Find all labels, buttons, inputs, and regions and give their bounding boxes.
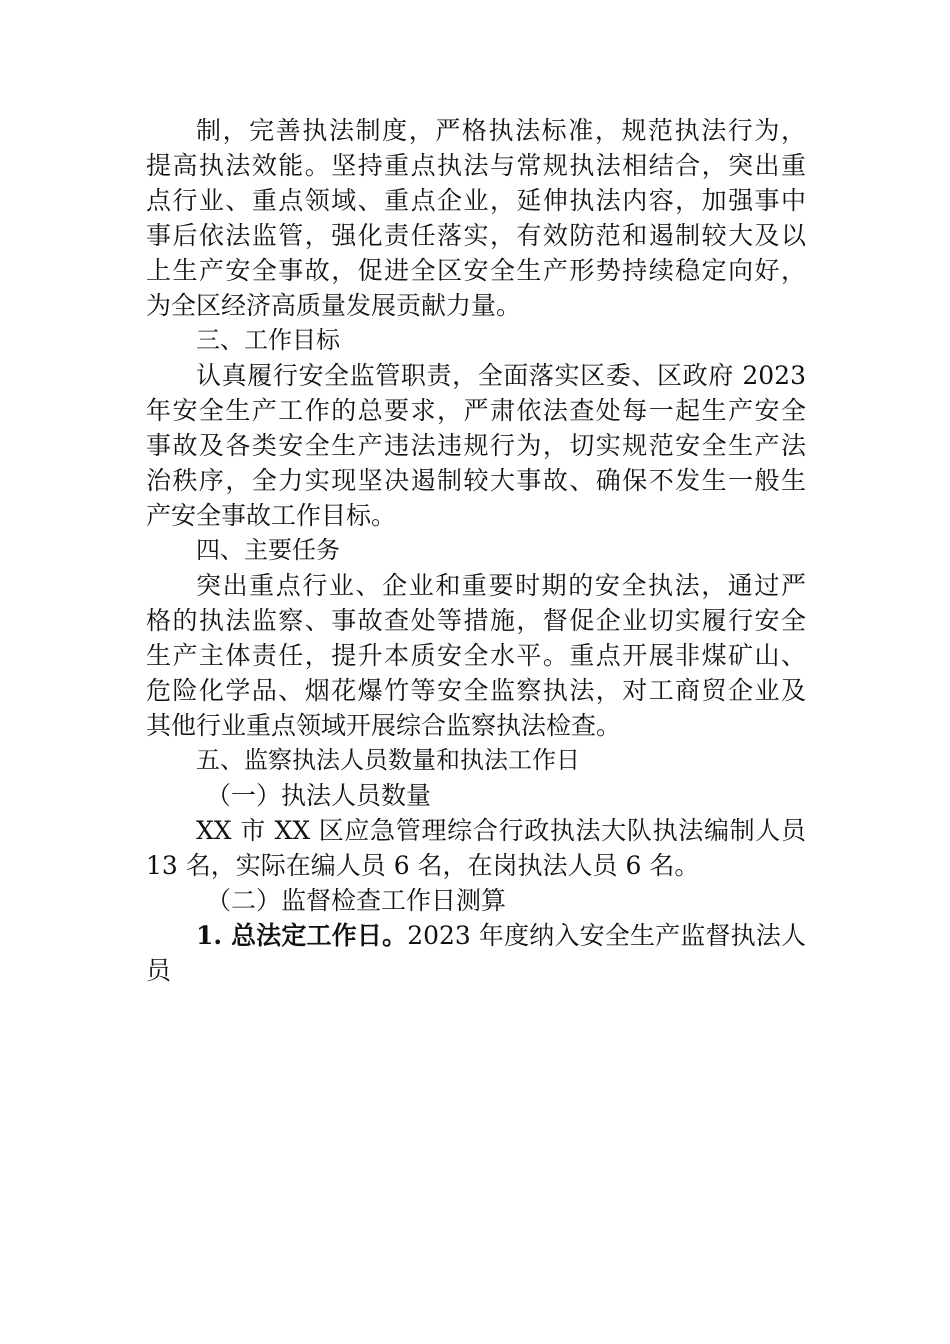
text-line: 生产主体责任，提升本质安全水平。重点开展非煤矿山、 — [146, 641, 806, 670]
document-page — [146, 113, 806, 988]
text-line: XX 市 XX 区应急管理综合行政执法大队执法编制人员 — [196, 816, 806, 845]
paragraph-staff-count — [146, 813, 806, 883]
text-line: 上生产安全事故，促进全区安全生产形势持续稳定向好， — [146, 256, 806, 285]
text-line: 制，完善执法制度，严格执法标准，规范执法行为， — [196, 116, 806, 145]
paragraph-work-goals — [146, 358, 806, 533]
text-line: 事故及各类安全生产违法违规行为，切实规范安全生产法 — [146, 431, 806, 460]
section-heading-staff-and-workdays: 五、监察执法人员数量和执法工作日 — [196, 746, 580, 774]
text-line: 格的执法监察、事故查处等措施，督促企业切实履行安全 — [146, 606, 806, 635]
bold-lead: 1. 总法定工作日。 — [196, 921, 408, 950]
text-line: 13 名，实际在编人员 6 名，在岗执法人员 6 名。 — [146, 851, 700, 880]
text-line: 产安全事故工作目标。 — [146, 501, 397, 530]
text-line: 认真履行安全监管职责，全面落实区委、区政府 2023 — [196, 361, 806, 390]
subheading-workday-calculation: （二）监督检查工作日测算 — [206, 886, 507, 915]
text-line: 突出重点行业、企业和重要时期的安全执法，通过严 — [196, 571, 806, 600]
text-line: 年安全生产工作的总要求，严肃依法查处每一起生产安全 — [146, 396, 806, 425]
subheading-staff-count: （一）执法人员数量 — [206, 781, 432, 810]
text-line: 危险化学品、烟花爆竹等安全监察执法，对工商贸企业及 — [146, 676, 806, 705]
text-line — [146, 918, 806, 953]
text-line: 为全区经济高质量发展贡献力量。 — [146, 291, 522, 320]
text-line: 其他行业重点领域开展综合监察执法检查。 — [146, 711, 622, 740]
paragraph-intro — [146, 113, 806, 323]
paragraph-legal-workdays — [146, 918, 806, 988]
paragraph-main-tasks — [146, 568, 806, 743]
text-line: 提高执法效能。坚持重点执法与常规执法相结合，突出重 — [146, 151, 806, 180]
section-heading-work-goals: 三、工作目标 — [196, 326, 340, 354]
text-line: 事后依法监管，强化责任落实，有效防范和遏制较大及以 — [146, 221, 806, 250]
section-heading-main-tasks: 四、主要任务 — [196, 536, 340, 564]
text-line: 员 — [146, 956, 172, 985]
text-line: 点行业、重点领域、重点企业，延伸执法内容，加强事中 — [146, 186, 806, 215]
text-run: 2023 年度纳入安全生产监督执法人 — [407, 921, 806, 950]
text-line: 治秩序，全力实现坚决遏制较大事故、确保不发生一般生 — [146, 466, 806, 495]
